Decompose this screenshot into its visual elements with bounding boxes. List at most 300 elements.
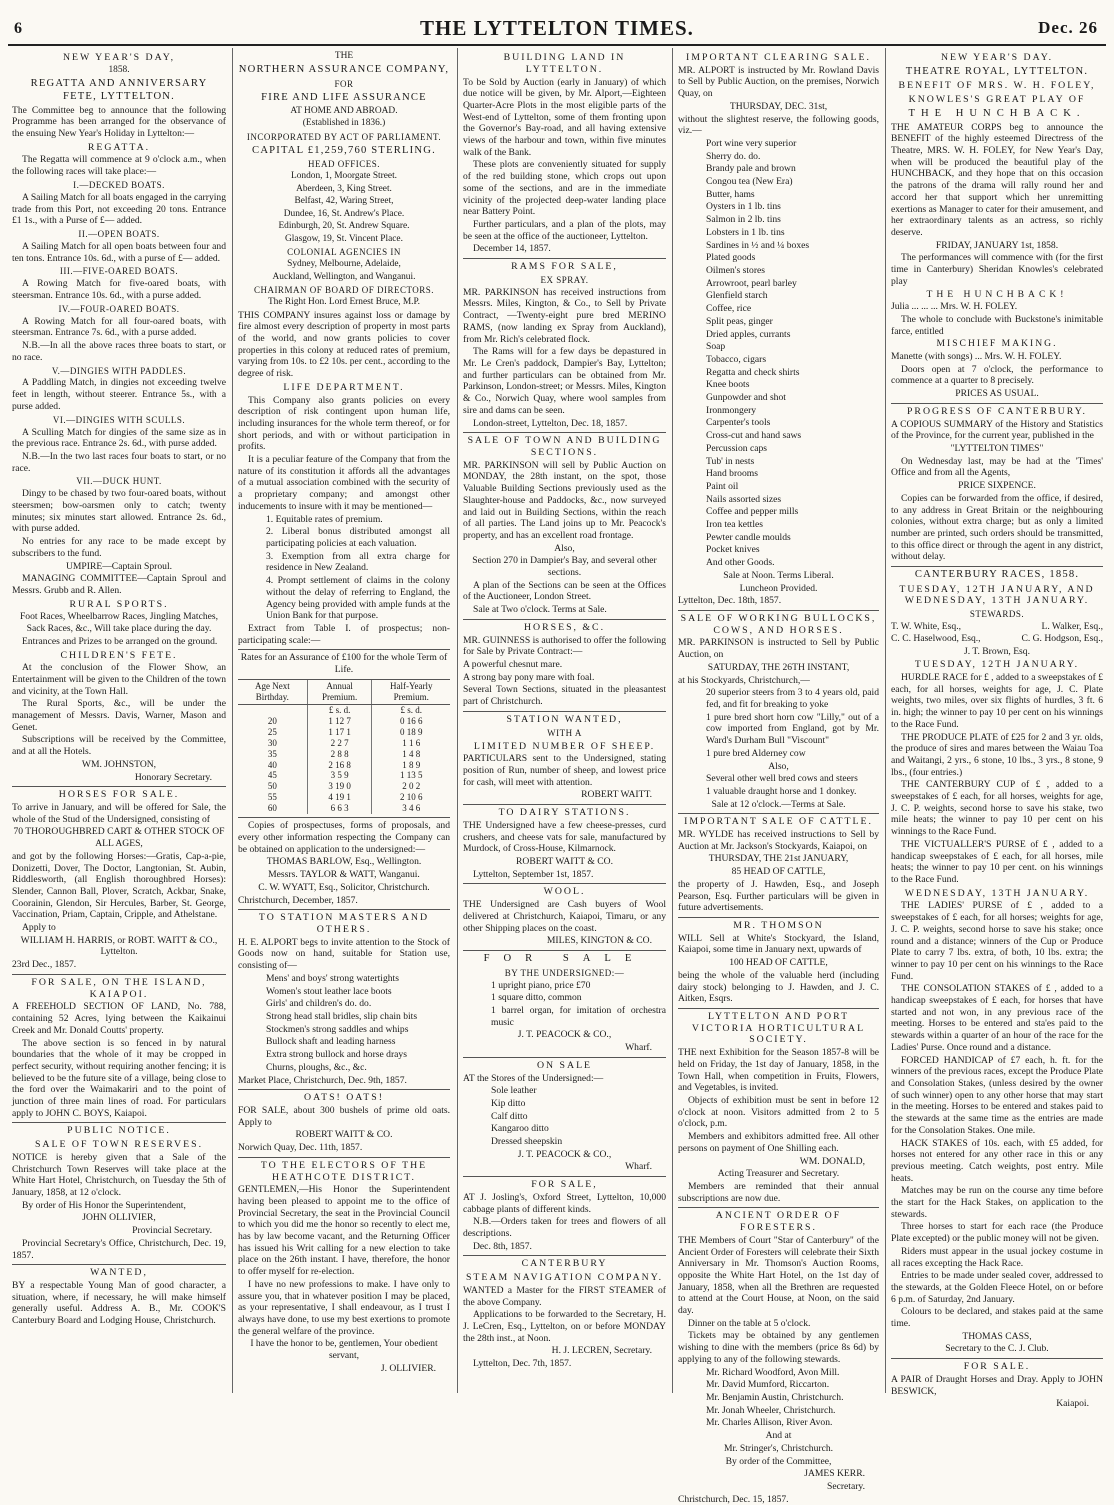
ad-heading: AT HOME AND ABROAD. (290, 105, 398, 116)
ad-body: THE VICTUALLER'S PURSE of £ , added to a handicap sweepstakes of £ each, for all horses, mile heats; the winner to pay 10 per cent. on his winnings to the Race Fund. (891, 838, 1103, 885)
rams-advert (463, 261, 666, 429)
ad-title: CANTERBURY (521, 1258, 608, 1270)
column-rule (457, 48, 458, 1393)
ad-body: The Regatta will commence at 9 o'clock a.m., when the following races will take place:— (12, 154, 226, 178)
list-item: And other Goods. (706, 557, 775, 569)
page-number: 6 (14, 20, 22, 37)
section-heading: RURAL SPORTS. (69, 598, 169, 610)
ad-subtitle: WITH A (547, 727, 582, 738)
ad-body: To arrive in January, and will be offered for Sale, the whole of the Stud of the Undersigned, consisting of (12, 802, 226, 825)
oats-advert (238, 1092, 450, 1154)
ad-body: 100 HEAD OF CATTLE, (729, 957, 828, 969)
ad-body: A Sailing Match for all open boats between four and ten tons. Entrance 10s. 6d., with a purse of £— added. (12, 240, 226, 264)
ad-signature: Wharf. (625, 1161, 652, 1173)
ad-body: MR. WYLDE has received instructions to Sell by Auction at Mr. Jackson's Stockyards, Kaiapoi, on (678, 829, 879, 852)
ad-signature: ROBERT WAITT. (581, 789, 652, 801)
table-cell: 30 (267, 737, 277, 748)
table-cell: 55 (267, 792, 277, 803)
list-item: Tub' in nests (706, 455, 755, 467)
horses-advert (12, 789, 226, 971)
ad-divider (678, 917, 879, 918)
agent-line: C. W. WYATT, Esq., Solicitor, Christchurch. (258, 881, 430, 893)
ad-title: MR. THOMSON (733, 920, 824, 931)
table-cell: 0 16 6 (372, 716, 450, 727)
list-item: Stockmen's strong saddles and whips (266, 1023, 409, 1035)
list-item: Ironmongery (706, 404, 757, 416)
ad-heading: NEW YEAR'S DAY. (940, 52, 1054, 63)
ad-body: N.B.—In all the above races three boats to start, or no race. (12, 340, 226, 363)
ad-title: STEAM NAVIGATION COMPANY. (465, 1272, 664, 1284)
ad-body: WANTED a Master for the FIRST STEAMER of the above Company. (463, 1284, 666, 1308)
ad-title: FOR SALE, (531, 1179, 598, 1191)
table-cell: 4 19 1 (307, 792, 372, 803)
table-cell: 25 (267, 726, 277, 737)
list-item: Arrowroot, pearl barley (706, 277, 797, 289)
list-item: Knee boots (706, 379, 750, 391)
steward-name: J. T. Brown, Esq. (963, 645, 1030, 657)
ad-date: Lyttelton, Dec. 18th, 1857. (678, 595, 782, 607)
table-row (238, 727, 450, 738)
column-3 (463, 50, 666, 1390)
ad-body: A Rowing Match for all four-oared boats, with steersman. Entrance 7s. 6d., with a purse added. (12, 315, 226, 339)
ad-divider (238, 1089, 450, 1090)
table-cell: 45 (267, 770, 277, 781)
ad-title: ON SALE (536, 1059, 593, 1071)
leather-advert (463, 1060, 666, 1173)
town-sections-advert (463, 435, 666, 616)
ad-title: TO STATION MASTERS AND OTHERS. (258, 912, 430, 936)
ad-body: Doors open at 7 o'clock, the performance to commence at a quarter to 8 precisely. (891, 363, 1103, 387)
ad-body: A FREEHOLD SECTION OF LAND, No. 788, containing 52 Acres, lying between the Kaikainui Creek and Mr. Donald Coutts' property. (12, 1001, 226, 1036)
table-cell: 60 (267, 803, 277, 814)
ad-body: By order of the Committee, (725, 1455, 832, 1467)
ad-subtitle: BY THE UNDERSIGNED:— (504, 967, 625, 978)
list-item: Several Town Sections, situated in the pleasantest part of Christchurch. (463, 684, 666, 708)
list-item: Glenfield starch (706, 290, 768, 302)
ad-divider (12, 974, 226, 975)
ad-divider (463, 804, 666, 805)
ad-signature: ROBERT WAITT & CO. (295, 1129, 393, 1141)
ad-body: NOTICE is hereby given that a Sale of the Christchurch Town Reserves will take place at the White Hart Hotel, Christchurch, on Tuesday the 5th of January, 1858, at 12 o'clock. (12, 1151, 226, 1199)
ad-heading: STEWARDS. (969, 609, 1025, 620)
table-cell: 2 0 2 (372, 781, 450, 792)
list-item: Coffee and pepper mills (706, 506, 799, 518)
list-item: A strong bay pony mare with foal. (463, 671, 595, 683)
clearing-sale-advert (678, 52, 879, 607)
ad-divider (891, 1358, 1103, 1359)
list-item: Mr. Richard Woodford, Avon Mill. (706, 1366, 840, 1378)
list-item: 3. Exemption from all extra charge for residence in New Zealand. (266, 550, 450, 574)
ad-body: Three horses to start for each race (the Produce Plate excepted) or the public money will not be given. (891, 1221, 1103, 1245)
ad-title: OATS! OATS! (304, 1092, 384, 1104)
list-item: Mr. David Mumford, Riccarton. (706, 1379, 830, 1391)
table-cell: 1 13 5 (372, 770, 450, 781)
dairy-advert (463, 807, 666, 880)
theatre-advert (891, 52, 1103, 400)
ad-body: Colours to be declared, and stakes paid at the same time. (891, 1306, 1103, 1330)
ad-divider (463, 711, 666, 712)
ad-body: Copies of prospectuses, forms of proposals, and every other information respecting the Company can be obtained on application to the undersigned:— (238, 820, 450, 855)
table-row (238, 803, 450, 814)
ad-signature: WM. JOHNSTON, (81, 758, 157, 770)
ad-body: AT J. Josling's, Oxford Street, Lyttelton, 10,000 cabbage plants of different kinds. (463, 1191, 666, 1215)
ad-body: A Sailing Match for all boats engaged in the carrying trade from this Port, not exceeding 20 tons. Entrance £1 1s., with a Purse of £— added. (12, 191, 226, 227)
ad-body: UMPIRE—Captain Sproul. (65, 560, 173, 572)
newspaper-title: THE LYTTELTON TIMES. (420, 16, 694, 40)
ad-body: THIS COMPANY insures against loss or damage by fire almost every description of property in most parts of the world, and now grants policies to cover properties in this colony at reduced rates of premium, varying from 10s. to £2 10s. per cent., according to the degree of risk. (238, 309, 450, 380)
ad-body: THE PRODUCE PLATE of £25 for 2 and 3 yr. olds, the produce of sires and mares between the Waiau Toa and Waitangi, 2 yrs., 6 stone, 10 lbs., 3 yrs., 8 stone, 9 lbs., (four entries.) (891, 731, 1103, 778)
ad-body: No entries for any race to be made except by subscribers to the fund. (12, 536, 226, 559)
ad-title: KNOWLES'S GREAT PLAY OF (908, 94, 1086, 106)
ad-signature: Kaiapoi. (1056, 1398, 1089, 1410)
ad-divider (463, 258, 666, 259)
office-line: Belfast, 42, Waring Street, (294, 196, 394, 207)
masthead-rule (8, 44, 1106, 46)
ad-divider (678, 813, 879, 814)
thomson-advert (678, 920, 879, 1005)
ad-divider (678, 610, 879, 611)
ad-body: being the whole of the valuable herd (including dairy stock) belonging to J. Hawden, and J. C. Aitken, Esqrs. (678, 969, 879, 1005)
ad-title: THE HUNCHBACK. (908, 107, 1086, 119)
list-item: Nails assorted sizes (706, 493, 782, 505)
ad-body: On Wednesday last, may be had at the 'Times' Office and from all the Agents, (891, 455, 1103, 479)
ad-body: GENTLEMEN,—His Honor the Superintendent having been pleased to appoint me to the office of Provincial Secretary, the seat in the Provincial Council to which you did me the honor so recently to elect me, has by law become vacant, and the Returning Officer has issued his Writ calling for a new election to take place on the 26th instant. I have, therefore, the honor to offer myself for re-election. (238, 1184, 450, 1278)
list-item: Mens' and boys' strong watertights (266, 972, 399, 984)
ad-body: FORCED HANDICAP of £7 each, h. ft. for the winners of the previous races, except the Produce Plate and Consolation Stakes, (unless desired by the owner of such winner) open to any other horse that may start in the meeting. Horses to be entered and stakes paid to the stewards at the same time as the entries are made for the Consolation Stakes. One mile. (891, 1054, 1103, 1136)
ad-date: 23rd Dec., 1857. (12, 959, 77, 971)
column-1 (12, 50, 226, 1390)
table-cell: 50 (267, 781, 277, 792)
ad-signature: WM. DONALD, (799, 1155, 865, 1167)
ad-title: STATION WANTED, (506, 713, 623, 725)
list-item: Tobacco, cigars (706, 353, 767, 365)
ad-title: HORSES FOR SALE. (58, 789, 180, 801)
ad-body: And at (765, 1430, 792, 1442)
ad-body: FRIDAY, JANUARY 1st, 1858. (935, 239, 1059, 251)
ad-divider (891, 403, 1103, 404)
list-item: Pewter candle moulds (706, 531, 791, 543)
ad-body: I have no new professions to make. I have only to assure you, that in whatever position I may be placed, as your representative, I shall endeavour, as I trust I always have done, to use my best exertions to promote the general welfare of the province. (238, 1278, 450, 1337)
table-cell: 40 (267, 759, 277, 770)
ad-body: Julia ... ... ... Mrs. W. H. FOLEY. (891, 301, 1018, 313)
column-rule (232, 48, 233, 1393)
ad-body: "LYTTELTON TIMES" (950, 442, 1044, 454)
station-goods-advert (238, 912, 450, 1086)
list-item: Churns, ploughs, &c., &c. (266, 1061, 367, 1073)
ad-title: FOR SALE, ON THE ISLAND, KAIAPOI. (31, 976, 207, 1000)
foresters-advert (678, 1210, 879, 1505)
list-item: Calf ditto (491, 1110, 528, 1122)
ad-body: MR. PARKINSON will sell by Public Auction on MONDAY, the 28th instant, on the spot, those Valuable Building Sections previously used as the Slaughter-house and Paddocks, &c., now surveyed and laid out in Building Sections, within the reach of all parties. The Land joins up to Mr. Peacock's property, and has an excellent road frontage. (463, 459, 666, 541)
ad-body: Dinner on the table at 5 o'clock. (688, 1317, 811, 1329)
ad-body: It is a peculiar feature of the Company that from the nature of its constitution it affords all the advantages of a mutual association combined with the security of a proprietary company; and amongst other inducements to insure with it may be mentioned— (238, 454, 450, 512)
ad-title: THEATRE ROYAL, LYTTELTON. (905, 65, 1089, 77)
race-heading: I.—DECKED BOATS. (73, 179, 165, 190)
race-heading: VI.—DINGIES WITH SCULLS. (52, 414, 186, 425)
list-item: Pocket knives (706, 544, 760, 556)
ad-body: This Company also grants policies on every description of risk contingent upon human life, including insurances for the whole term thereof, or for short periods, and with or without participation in profits. (238, 394, 450, 453)
race-heading: II.—OPEN BOATS. (78, 228, 160, 239)
ad-divider (238, 817, 450, 818)
office-line: The Right Hon. Lord Ernest Bruce, M.P. (267, 297, 421, 308)
list-item: Soap (706, 341, 726, 353)
list-item: Iron tea kettles (706, 519, 764, 531)
ad-divider (891, 566, 1103, 567)
office-line: London, 1, Moorgate Street. (290, 171, 398, 182)
ad-body: I have the honor to be, gentlemen, Your obedient servant, (250, 1338, 438, 1362)
ad-body: MR. GUINNESS is authorised to offer the following for Sale by Private Contract:— (463, 634, 666, 658)
column-rule (672, 48, 673, 1393)
ad-divider (463, 950, 666, 951)
ad-body: 70 THOROUGHBRED CART & OTHER STOCK OF ALL AGES, (13, 826, 225, 850)
ad-body: A Sculling Match for dingies of the same size as in the previous race. Entrance 2s. 6d., with purse added. (12, 426, 226, 450)
list-item: Extra strong bullock and horse drays (266, 1049, 407, 1061)
ad-title: CANTERBURY RACES, 1858. (914, 569, 1080, 581)
table-row (238, 792, 450, 803)
steward-name: T. W. White, Esq., (891, 621, 961, 633)
list-item: 1 upright piano, price £70 (491, 979, 591, 991)
ad-body: A plan of the Sections can be seen at the Offices of the Auctioneer, London Street. (463, 579, 666, 603)
ad-body: At the conclusion of the Flower Show, an Entertainment will be given to the Children of the town and vicinity, at the Town Hall. (12, 662, 226, 697)
ad-title: NORTHERN ASSURANCE COMPANY, (238, 64, 450, 76)
table-cell (238, 704, 307, 715)
piano-advert (463, 953, 666, 1054)
ad-title: FIRE AND LIFE ASSURANCE (261, 92, 427, 104)
ad-signature: JOHN OLLIVIER, (82, 1212, 156, 1224)
list-item: Oilmen's stores (706, 265, 766, 276)
table-cell: 3 5 9 (307, 770, 372, 781)
ad-body: THE CONSOLATION STAKES of £ , added to a handicap sweepstakes of £ each, for horses that have started and not won, in any previous race of the meeting. Horses to be entered and sta'es paid to the stewards within a quarter of an hour of the race for the Ladies' Purse. Once round and a distance. (891, 983, 1103, 1053)
office-line: Aberdeen, 3, King Street. (296, 183, 392, 194)
ad-body: A PAIR of Draught Horses and Dray. Apply to JOHN BESWICK, (891, 1373, 1103, 1397)
ad-signature: Secretary. (827, 1480, 865, 1492)
cattle-advert (678, 816, 879, 914)
horticultural-advert (678, 1011, 879, 1204)
steward-name: C. G. Hodgson, Esq., (1021, 632, 1103, 644)
table-cell: 1 1 6 (372, 738, 450, 749)
list-item: Lobsters in 1 lb. tins (706, 226, 785, 238)
ad-body: Copies can be forwarded from the office, if desired, to any address in Great Britain or the neighbouring colonies, without extra charge; but as only a limited number are printed, such orders should be transmitted, to this office direct or through the agent in any district, without delay. (891, 492, 1103, 563)
ad-body: Sale at 12 o'clock.—Terms at Sale. (711, 798, 846, 810)
table-row (238, 781, 450, 792)
ad-title: HORSES, &C. (523, 621, 606, 633)
list-item: Cross-cut and hand saws (706, 430, 802, 442)
ad-body: Entries to be made under sealed cover, addressed to the stewards, at the Golden Fleece Hotel, on or before 6 p.m. of Saturday, 2nd January. (891, 1270, 1103, 1305)
dray-advert (891, 1361, 1103, 1410)
ad-body: THE next Exhibition for the Season 1857-8 will be held on Friday, the 1st day of January, 1858, in the Town Hall, when competition in Fruits, Flowers, and Vegetables, is invited. (678, 1047, 879, 1094)
list-item: Several other well bred cows and steers (706, 773, 858, 785)
table-caption: Rates for an Assurance of £100 for the whole Term of Life. (240, 652, 448, 676)
list-item: 1 barrel organ, for imitation of orchestra music (491, 1005, 666, 1028)
office-line: Sydney, Melbourne, Adelaide, (287, 259, 401, 270)
ad-heading: HEAD OFFICES. (307, 159, 380, 170)
stewards-row (891, 633, 1103, 645)
list-item: 1. Equitable rates of premium. (266, 513, 383, 525)
agent-line: THOMAS BARLOW, Esq., Wellington. (266, 856, 422, 868)
assurance-advert (238, 51, 450, 906)
ad-body: Objects of exhibition must be sent in before 12 o'clock at noon. Visitors admitted from 2 to 5 o'clock, p.m. (678, 1095, 879, 1130)
ad-heading: FOR (334, 79, 354, 90)
ad-body: Mr. Stringer's, Christchurch. (723, 1442, 834, 1454)
ad-title: FOR SALE. (963, 1361, 1031, 1373)
ad-signature: J. T. PEACOCK & CO., (517, 1029, 612, 1041)
table-row (238, 760, 450, 771)
table-cell: 2 8 8 (307, 749, 372, 760)
ad-signature: Honorary Secretary. (134, 771, 212, 783)
list-item: Women's stout leather lace boots (266, 985, 392, 997)
electors-advert (238, 1160, 450, 1375)
ad-subtitle: TUESDAY, 12TH JANUARY, AND WEDNESDAY, 13TH JANUARY. (899, 583, 1095, 607)
list-item: 20 superior steers from 3 to 4 years old, paid fed, and fit for breaking to yoke (706, 687, 879, 710)
regatta-advert (12, 52, 226, 783)
ad-body: MR. PARKINSON is instructed to Sell by Public Auction, on (678, 637, 879, 661)
ad-heading: THE (334, 51, 354, 61)
list-item: Sardines in ½ and ¼ boxes (706, 239, 810, 251)
list-item: Gunpowder and shot (706, 392, 786, 404)
ad-divider (12, 786, 226, 787)
list-item: Dressed sheepskin (491, 1136, 563, 1148)
table-row (238, 716, 450, 727)
list-item: Port wine very superior (706, 137, 797, 149)
ad-body: SATURDAY, THE 26TH INSTANT, (707, 661, 850, 673)
ad-title: RAMS FOR SALE, (511, 261, 618, 273)
ad-signature: Secretary to the C. J. Club. (945, 1343, 1049, 1355)
ad-body: Manette (with songs) ... Mrs. W. H. FOLEY. (891, 351, 1062, 363)
table-cell: 6 6 3 (307, 803, 372, 814)
ad-divider (463, 1255, 666, 1256)
list-item: A powerful chesnut mare. (463, 659, 563, 670)
column-4 (678, 50, 879, 1505)
list-item: Bullock shaft and leading harness (266, 1036, 396, 1048)
ad-divider (463, 1176, 666, 1177)
ad-title: IMPORTANT CLEARING SALE. (686, 52, 871, 63)
ad-divider (463, 883, 666, 884)
table-row (238, 770, 450, 781)
ad-body: PRICES AS USUAL. (955, 388, 1039, 400)
table-cell: 1 17 1 (307, 727, 372, 738)
goods-list (678, 138, 879, 569)
steam-navigation-advert (463, 1258, 666, 1369)
ad-heading: INCORPORATED BY ACT OF PARLIAMENT. (246, 131, 442, 142)
ad-subtitle: EX SPRAY. (540, 274, 589, 285)
ad-body: at his Stockyards, Christchurch,— (678, 674, 810, 686)
ad-title: ANCIENT ORDER OF FORESTERS. (715, 1210, 842, 1234)
ad-title: LYTTELTON AND PORT VICTORIA HORTICULTURAL SOCIETY. (691, 1010, 866, 1046)
ad-body: 85 HEAD OF CATTLE, (731, 866, 826, 878)
column-header: Age Next Birthday. (238, 679, 307, 704)
ad-title: BUILDING LAND IN LYTTELTON. (503, 52, 626, 75)
table-row (238, 738, 450, 749)
premium-table (238, 679, 450, 815)
ad-date: London-street, Lyttelton, Dec. 18, 1857. (473, 417, 628, 429)
ad-date: Lyttelton, September 1st, 1857. (473, 868, 594, 880)
section-heading: REGATTA. (87, 141, 151, 153)
building-land-advert (463, 52, 666, 255)
ad-date: Dec. 8th, 1857. (473, 1240, 532, 1252)
ad-body: The Rams will for a few days be depastured in Mr. Le Cren's paddock, Dampier's Bay, Lyttelton; and further particulars can be obtained from Mr. Parkinson, London-street; or Messrs. Miles, Kington & Co., Norwich Quay, where wool samples from sire and dams can be seen. (463, 346, 666, 416)
horses-private-advert (463, 622, 666, 708)
ad-body: The whole to conclude with Buckstone's inimitable farce, entitled (891, 313, 1103, 337)
ad-body: THE Members of Court "Star of Canterbury" of the Ancient Order of Foresters will celebrate their Sixth Anniversary in Mr. Thomson's Auction Rooms, opposite the White Hart Hotel, on the 1st day of January, 1858, when all the Brethren are requested to attend at the Court House, at Noon, on the said day. (678, 1234, 879, 1317)
ad-date: Christchurch, December, 1857. (238, 894, 358, 906)
list-item: Salmon in 2 lb. tins (706, 214, 781, 226)
ad-body: By order of His Honor the Superintendent, (22, 1199, 186, 1211)
list-item: 1 pure bred Alderney cow (706, 747, 806, 759)
section-heading: TUESDAY, 12TH JANUARY. (914, 659, 1080, 671)
ad-body: WILL Sell at White's Stockyard, the Island, Kaiapoi, some time in January next, upwards of (678, 932, 879, 956)
ad-body: The Rural Sports, &c., will be under the management of Messrs. Davis, Warner, Mason and Genet. (12, 698, 226, 733)
race-heading: V.—DINGIES WITH PADDLES. (51, 365, 187, 376)
table-cell: 0 18 9 (372, 727, 450, 738)
agent-line: Messrs. TAYLOR & WATT, Wanganui. (268, 869, 420, 881)
station-wanted-advert (463, 714, 666, 801)
list-item: Kip ditto (491, 1097, 526, 1109)
ad-heading: CHAIRMAN OF BOARD OF DIRECTORS. (253, 285, 435, 296)
cabbage-advert (463, 1179, 666, 1252)
ad-body: N.B.—In the two last races four boats to start, or no race. (12, 450, 226, 474)
ad-body: THE HUNCHBACK! (926, 288, 1068, 300)
ad-body: PRICE SIXPENCE. (958, 480, 1036, 492)
ad-heading: NEW YEAR'S DAY, (62, 52, 176, 63)
notice-advert (12, 1125, 226, 1261)
list-item: Split peas, ginger (706, 315, 773, 327)
issue-date: Dec. 26 (1038, 18, 1098, 37)
section-heading: LIFE DEPARTMENT. (283, 381, 405, 393)
list-item: Strong head stall bridles, slip chain bits (266, 1010, 418, 1022)
ad-date: Christchurch, Dec. 15, 1857. (678, 1493, 789, 1505)
list-item: Coffee, rice (706, 303, 752, 315)
ad-body: THE CANTERBURY CUP of £ , added to a sweepstakes of £ each, for all horses, weights for age, J. C. P. weights, second horse to save his stake, two mile heats; the winner to pay 10 per cent on his winnings to the Race Fund. (891, 779, 1103, 838)
ad-title: WANTED, (90, 1267, 148, 1279)
ad-body: Members are reminded that their annual subscriptions are now due. (678, 1180, 879, 1204)
list-item: Paint oil (706, 480, 739, 492)
list-item: Dried apples, currants (706, 328, 791, 340)
list-item: Butter, hams (706, 188, 755, 200)
wanted-advert (12, 1267, 226, 1327)
table-cell: 1 12 7 (307, 716, 372, 727)
ad-body: HURDLE RACE for £ , added to a sweepstakes of £ each, for all horses, weights for age, J. C. Plate weights, two miles, over six flights of hurdles, 3 ft. 6 in. high; the winner to pay 10 per cent on his winnings to the Race Fund. (891, 672, 1103, 730)
ad-signature: J. T. PEACOCK & CO., (517, 1148, 612, 1160)
list-item: Mr. Benjamin Austin, Christchurch. (706, 1392, 844, 1403)
race-heading: III.—FIVE-OARED BOATS. (59, 266, 179, 277)
list-item: Hand brooms (706, 468, 758, 480)
ad-body: THE AMATEUR CORPS beg to announce the BENEFIT of the highly esteemed Directress of the Theatre, MRS. W. H. FOLEY, for New Year's Day, when will be produced the beautiful play of the HUNCHBACK, and they hope that on this occasion the patrons of the drama will rally round her and accord her that support which her unremitting exertions as Manager to cater for their amusement, and her extraordinary talents as an actress, so richly deserve. (891, 121, 1103, 238)
column-5 (891, 50, 1103, 1410)
list-item: Regatta and check shirts (706, 366, 800, 378)
ad-date: Norwich Quay, Dec. 11th, 1857. (238, 1142, 363, 1154)
ad-body: Further particulars, and a plan of the plots, may be seen at the office of the auctioneer, Lyttelton. (463, 218, 666, 242)
ad-body: The performances will commence with (for the first time in Canterbury) Sheridan Knowles's celebrated play (891, 252, 1103, 287)
section-heading: WEDNESDAY, 13TH JANUARY. (904, 887, 1090, 899)
list-item: Carpenter's tools (706, 417, 771, 429)
ad-title: REGATTA AND ANNIVERSARY FETE, LYTTELTON. (30, 78, 208, 102)
ad-body: Riders must appear in the usual jockey costume in all races excepting the Hack Race. (891, 1245, 1103, 1269)
ad-signature: ROBERT WAITT & CO. (516, 855, 613, 867)
ad-divider (12, 1122, 226, 1123)
table-cell: 1 4 8 (372, 749, 450, 760)
races-advert (891, 569, 1103, 1355)
ad-title: LIMITED NUMBER OF SHEEP. (473, 740, 656, 752)
ad-title: TO DAIRY STATIONS. (498, 807, 631, 819)
ad-signature: WILLIAM H. HARRIS, or ROBT. WAITT & CO., Lyttelton. (20, 934, 218, 958)
ad-title: PUBLIC NOTICE. (67, 1125, 171, 1137)
ad-title: PROGRESS OF CANTERBURY. (906, 405, 1088, 417)
ad-body: Sale at Two o'clock. Terms at Sale. (473, 604, 607, 616)
list-item: 1 valuable draught horse and 1 donkey. (706, 785, 857, 797)
ad-body: BY a respectable Young Man of good character, a situation, where, if necessary, he will make himself generally useful. Address A. B., Mr. COOK'S Canterbury Board and Lodging House, Christchurch. (12, 1280, 226, 1327)
ad-body: Entrances and Prizes to be arranged on the ground. (22, 635, 218, 647)
ad-body: Members and exhibitors admitted free. All other persons on payment of One Shilling each. (678, 1131, 879, 1154)
